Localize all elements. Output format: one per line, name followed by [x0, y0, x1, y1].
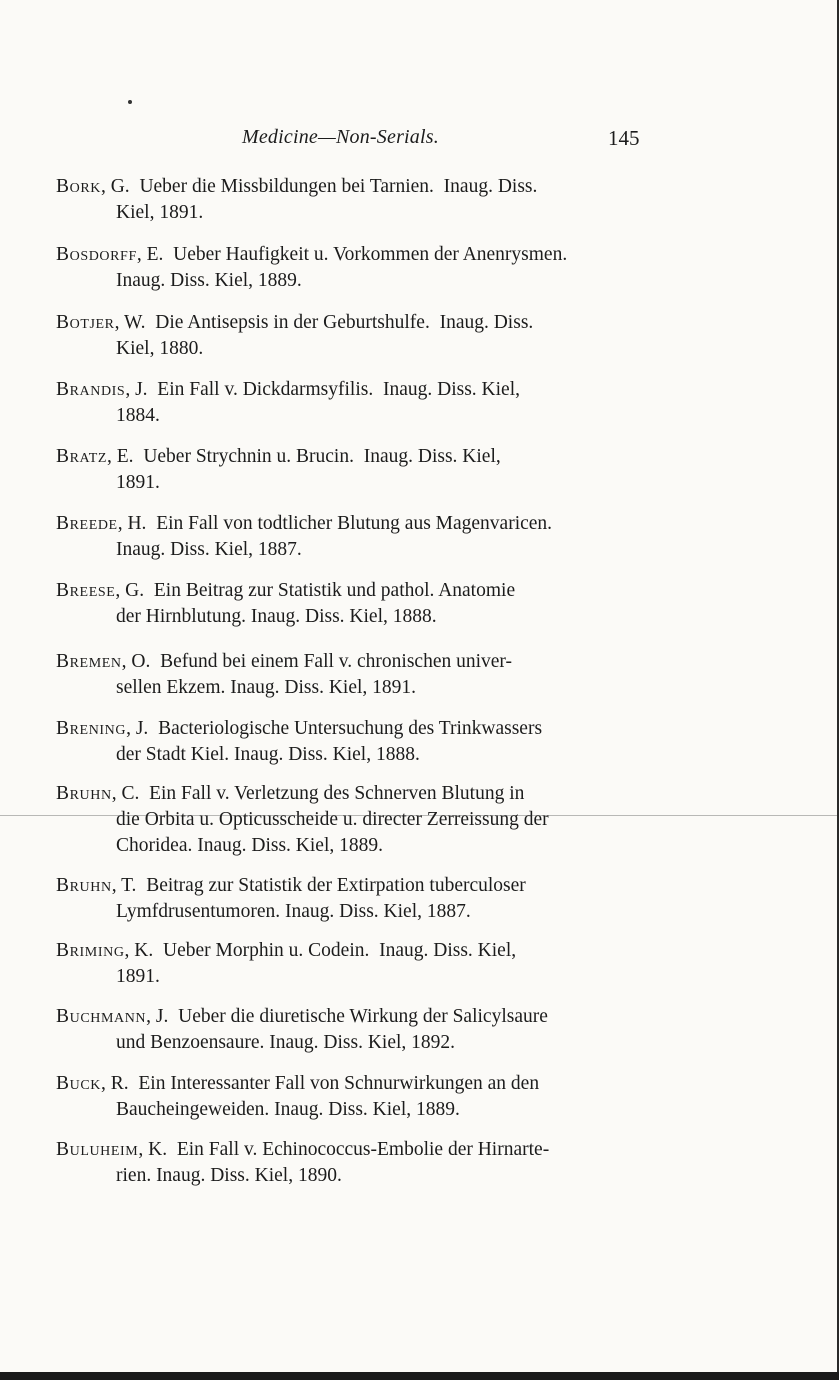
- entry-line-2: Lymfdrusentumoren. Inaug. Diss. Kiel, 1887.: [116, 901, 471, 922]
- entry-line-2: 1891.: [116, 472, 160, 493]
- entry-line-1: [56, 716, 646, 742]
- entry-author: Briming: [56, 940, 125, 961]
- bibliography-entry: [56, 873, 646, 925]
- entry-author-initial: , R.: [100, 1073, 129, 1094]
- entry-author-initial: , C.: [111, 783, 140, 804]
- entry-author-initial: , K.: [138, 1139, 168, 1160]
- page-header: [0, 126, 839, 160]
- entry-line-1: [56, 649, 646, 675]
- entry-author: Breede: [56, 513, 118, 534]
- bibliography-entry: [56, 1004, 646, 1056]
- entry-author: Buluheim: [56, 1139, 139, 1160]
- entry-title: Beitrag zur Statistik der Extirpation tuberculoser: [136, 875, 526, 896]
- entry-line-2: die Orbita u. Opticusscheide u. directer Zerreissung der: [116, 809, 549, 830]
- entry-title: Ueber die diuretische Wirkung der Salicylsaure: [168, 1006, 548, 1027]
- entry-line-1: [56, 1137, 646, 1163]
- entry-line-2: Inaug. Diss. Kiel, 1889.: [116, 270, 302, 291]
- entry-line-1: [56, 1071, 646, 1097]
- running-title: Medicine—Non-Serials.: [242, 126, 439, 148]
- entry-line-1: [56, 781, 646, 807]
- entry-title: Ueber Strychnin u. Brucin. Inaug. Diss. Kiel,: [133, 446, 501, 467]
- entry-author: Buchmann: [56, 1006, 147, 1027]
- bibliography-entry: [56, 781, 646, 859]
- bibliography-entry: [56, 242, 646, 294]
- entry-title: Ein Beitrag zur Statistik und pathol. Anatomie: [144, 580, 516, 601]
- entry-author-initial: , T.: [111, 875, 137, 896]
- entry-line-2: Kiel, 1880.: [116, 338, 204, 359]
- entry-author-initial: , J.: [146, 1006, 169, 1027]
- bibliography-entry: [56, 1071, 646, 1123]
- entry-line-1: [56, 873, 646, 899]
- entry-author: Bremen: [56, 651, 122, 672]
- entry-author-initial: , E.: [136, 244, 164, 265]
- entry-author-initial: , K.: [124, 940, 154, 961]
- entry-line-1: [56, 1004, 646, 1030]
- bibliography-entry: [56, 649, 646, 701]
- entry-line-2: der Hirnblutung. Inaug. Diss. Kiel, 1888.: [116, 606, 437, 627]
- entry-line-2: rien. Inaug. Diss. Kiel, 1890.: [116, 1165, 342, 1186]
- entry-line-1: [56, 310, 646, 336]
- entry-author-initial: , J.: [125, 379, 148, 400]
- entry-author-initial: , G.: [100, 176, 130, 197]
- entry-line-1: [56, 174, 646, 200]
- entry-author-initial: , G.: [115, 580, 145, 601]
- bibliography-entry: [56, 310, 646, 362]
- entry-line-2: Inaug. Diss. Kiel, 1887.: [116, 539, 302, 560]
- bibliography-entry: [56, 174, 646, 226]
- scan-edge-bottom: [0, 1372, 839, 1380]
- entry-title: Ein Fall v. Dickdarmsyfilis. Inaug. Diss. Kiel,: [147, 379, 520, 400]
- entry-title: Ein Fall v. Echinococcus-Embolie der Hirnarte-: [167, 1139, 550, 1160]
- entry-author-initial: , W.: [114, 312, 146, 333]
- entry-author: Bruhn: [56, 783, 112, 804]
- ink-speck: [128, 100, 132, 104]
- entry-author: Bratz: [56, 446, 108, 467]
- entry-line-2: und Benzoensaure. Inaug. Diss. Kiel, 1892.: [116, 1032, 456, 1053]
- entry-line-2: Baucheingeweiden. Inaug. Diss. Kiel, 1889.: [116, 1099, 460, 1120]
- entry-author: Buck: [56, 1073, 101, 1094]
- bibliography-entry: [56, 511, 646, 563]
- entry-author: Bosdorff: [56, 244, 137, 265]
- entry-title: Ein Fall von todtlicher Blutung aus Magenvaricen.: [146, 513, 553, 534]
- entry-author-initial: , H.: [117, 513, 147, 534]
- entry-author: Brening: [56, 718, 127, 739]
- entry-title: Ueber Morphin u. Codein. Inaug. Diss. Kiel,: [153, 940, 517, 961]
- entry-author: Brandis: [56, 379, 126, 400]
- entry-author-initial: , O.: [121, 651, 151, 672]
- entry-author: Botjer: [56, 312, 115, 333]
- entry-line-1: [56, 377, 646, 403]
- entry-line-2: 1891.: [116, 966, 160, 987]
- entry-author: Bruhn: [56, 875, 112, 896]
- entry-author-initial: , J.: [126, 718, 149, 739]
- entry-line-2: Kiel, 1891.: [116, 202, 204, 223]
- entry-title: Ein Interessanter Fall von Schnurwirkungen an den: [128, 1073, 540, 1094]
- entry-line-1: [56, 444, 646, 470]
- entry-title: Die Antisepsis in der Geburtshulfe. Inaug. Diss.: [145, 312, 534, 333]
- entry-line-2: 1884.: [116, 405, 160, 426]
- entry-title: Befund bei einem Fall v. chronischen univer-: [150, 651, 513, 672]
- entry-title: Ueber die Missbildungen bei Tarnien. Inaug. Diss.: [129, 176, 538, 197]
- entry-line-1: [56, 242, 646, 268]
- entry-title: Ein Fall v. Verletzung des Schnerven Blutung in: [139, 783, 525, 804]
- entry-line-1: [56, 511, 646, 537]
- entry-line-1: [56, 578, 646, 604]
- page-fold-line: [0, 815, 839, 816]
- entry-line-3: Choridea. Inaug. Diss. Kiel, 1889.: [116, 835, 384, 856]
- bibliography-entry: [56, 377, 646, 429]
- bibliography-entry: [56, 444, 646, 496]
- bibliography-entry: [56, 1137, 646, 1189]
- entry-title: Bacteriologische Untersuchung des Trinkwassers: [148, 718, 543, 739]
- entry-line-2: sellen Ekzem. Inaug. Diss. Kiel, 1891.: [116, 677, 417, 698]
- bibliography-entry: [56, 716, 646, 768]
- bibliography-entry: [56, 578, 646, 630]
- bibliography-entry: [56, 938, 646, 990]
- entry-author: Breese: [56, 580, 116, 601]
- entry-line-1: [56, 938, 646, 964]
- entry-author: Bork: [56, 176, 101, 197]
- entry-line-2: der Stadt Kiel. Inaug. Diss. Kiel, 1888.: [116, 744, 420, 765]
- entry-author-initial: , E.: [107, 446, 134, 467]
- page-number: 145: [608, 126, 640, 150]
- entry-title: Ueber Haufigkeit u. Vorkommen der Anenrysmen.: [163, 244, 568, 265]
